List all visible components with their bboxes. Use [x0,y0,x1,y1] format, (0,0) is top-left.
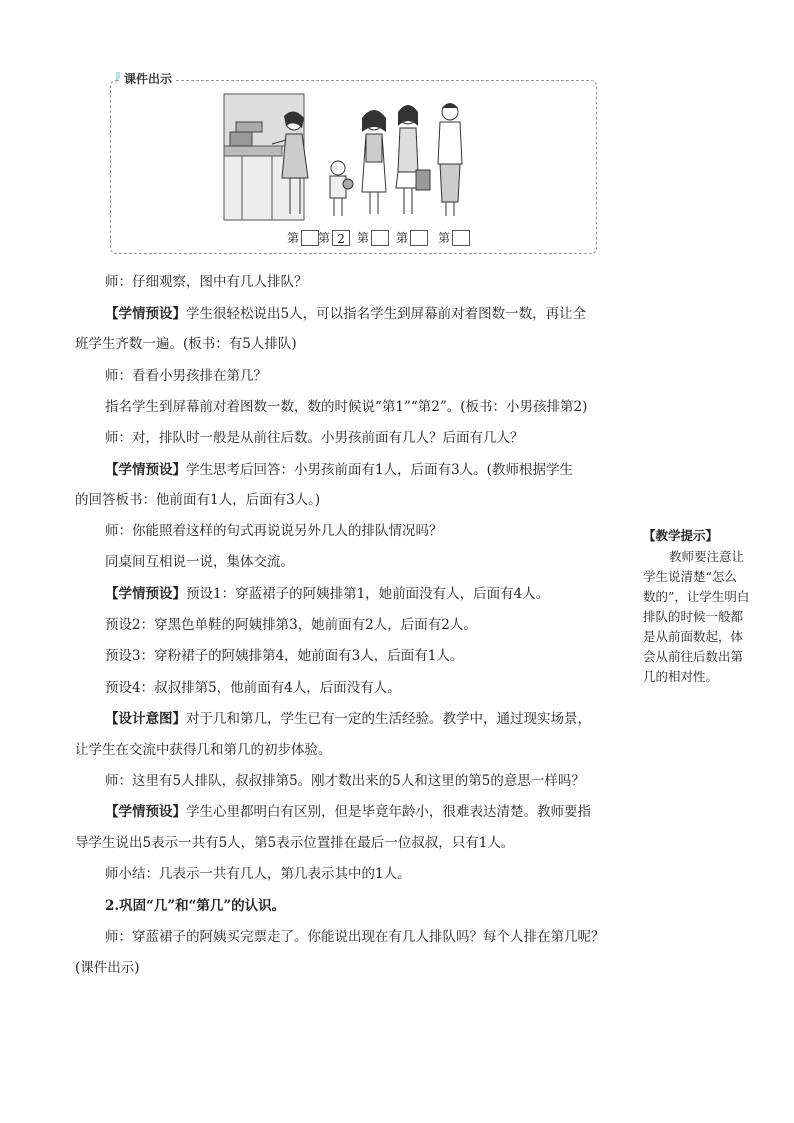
ordinal-box: 2 [332,230,350,246]
text-line: 师：对，排队时一般是从前往后数。小男孩前面有几人？后面有几人？ [105,430,524,446]
ordinal-3 [357,229,389,246]
text-line: 师：穿蓝裙子的阿姨买完票走了。你能说出现在有几人排队吗？每个人排在第几呢？ [105,929,605,945]
side-note-line: 几的相对性。 [643,669,719,684]
text-line: 让学生在交流中获得几和第几的初步体验。 [75,742,332,758]
ordinal-box [452,230,470,246]
text-line: 师：这里有5人排队，叔叔排第5。刚才数出来的5人和这里的第5的意思一样吗？ [105,773,585,789]
text-line: 的回答板书：他前面有1人，后面有3人。) [75,492,321,508]
ordinal-prefix: 第 [438,231,451,245]
side-note-line: 是从前面数起，体 [643,629,744,644]
ordinal-prefix: 第 [396,231,409,245]
ordinal-prefix: 第 [318,231,331,245]
text-line: 预设4：叔叔排第5，他前面有4人，后面没有人。 [105,680,401,696]
side-note-line: 排队的时候一般都 [643,609,744,624]
text-line: 【学情预设】学生很轻松说出5人，可以指名学生到屏幕前对着图数一数，再让全 [105,306,587,322]
section-heading: 2.巩固“几”和“第几”的认识。 [105,898,286,914]
text-line: 预设2：穿黑色单鞋的阿姨排第3，她前面有2人，后面有2人。 [105,617,477,633]
ordinal-2 [318,229,350,246]
text-line: 【学情预设】预设1：穿蓝裙子的阿姨排第1，她前面没有人，后面有4人。 [105,586,550,602]
text-line: 导学生说出5表示一共有5人，第5表示位置排在最后一位叔叔，只有1人。 [75,835,515,851]
side-note-line: 会从前往后数出第 [643,649,744,664]
ordinal-4 [396,229,428,246]
text-line: (课件出示) [75,960,140,976]
text-line: 师：看看小男孩排在第几？ [105,368,267,384]
ordinal-box [371,230,389,246]
ordinal-1 [287,229,319,246]
side-note-title: 【教学提示】 [643,528,719,543]
courseware-label: 课件出示 [120,70,176,87]
text-line: 【学情预设】学生思考后回答：小男孩前面有1人，后面有3人。(教师根据学生 [105,462,573,478]
side-note-line: 学生说清楚“怎么 [643,569,737,584]
text-line: 【学情预设】学生心里都明白有区别，但是毕竟年龄小，很难表达清楚。教师要指 [105,804,591,820]
ordinal-box [410,230,428,246]
side-note-line: 数的”，让学生明白 [643,589,750,604]
ordinal-box [301,230,319,246]
text-line: 师：仔细观察，图中有几人排队？ [105,274,308,290]
text-line: 班学生齐数一遍。(板书：有5人排队) [75,336,297,352]
text-line: 【设计意图】对于几和第几，学生已有一定的生活经验。教学中，通过现实场景， [105,711,591,727]
text-line: 指名学生到屏幕前对着图数一数，数的时候说“第1”“第2”。(板书：小男孩排第2) [105,399,588,415]
side-note-line: 教师要注意让 [669,549,745,564]
text-line: 师：你能照着这样的句式再说说另外几人的排队情况吗？ [105,523,443,539]
ordinal-prefix: 第 [287,231,300,245]
text-line: 师小结：几表示一共有几人，第几表示其中的1人。 [105,866,411,882]
ordinal-prefix: 第 [357,231,370,245]
text-line: 预设3：穿粉裙子的阿姨排第4，她前面有3人，后面有1人。 [105,648,464,664]
text-line: 同桌间互相说一说，集体交流。 [105,554,294,570]
ordinal-5 [438,229,470,246]
queue-illustration [222,92,482,224]
